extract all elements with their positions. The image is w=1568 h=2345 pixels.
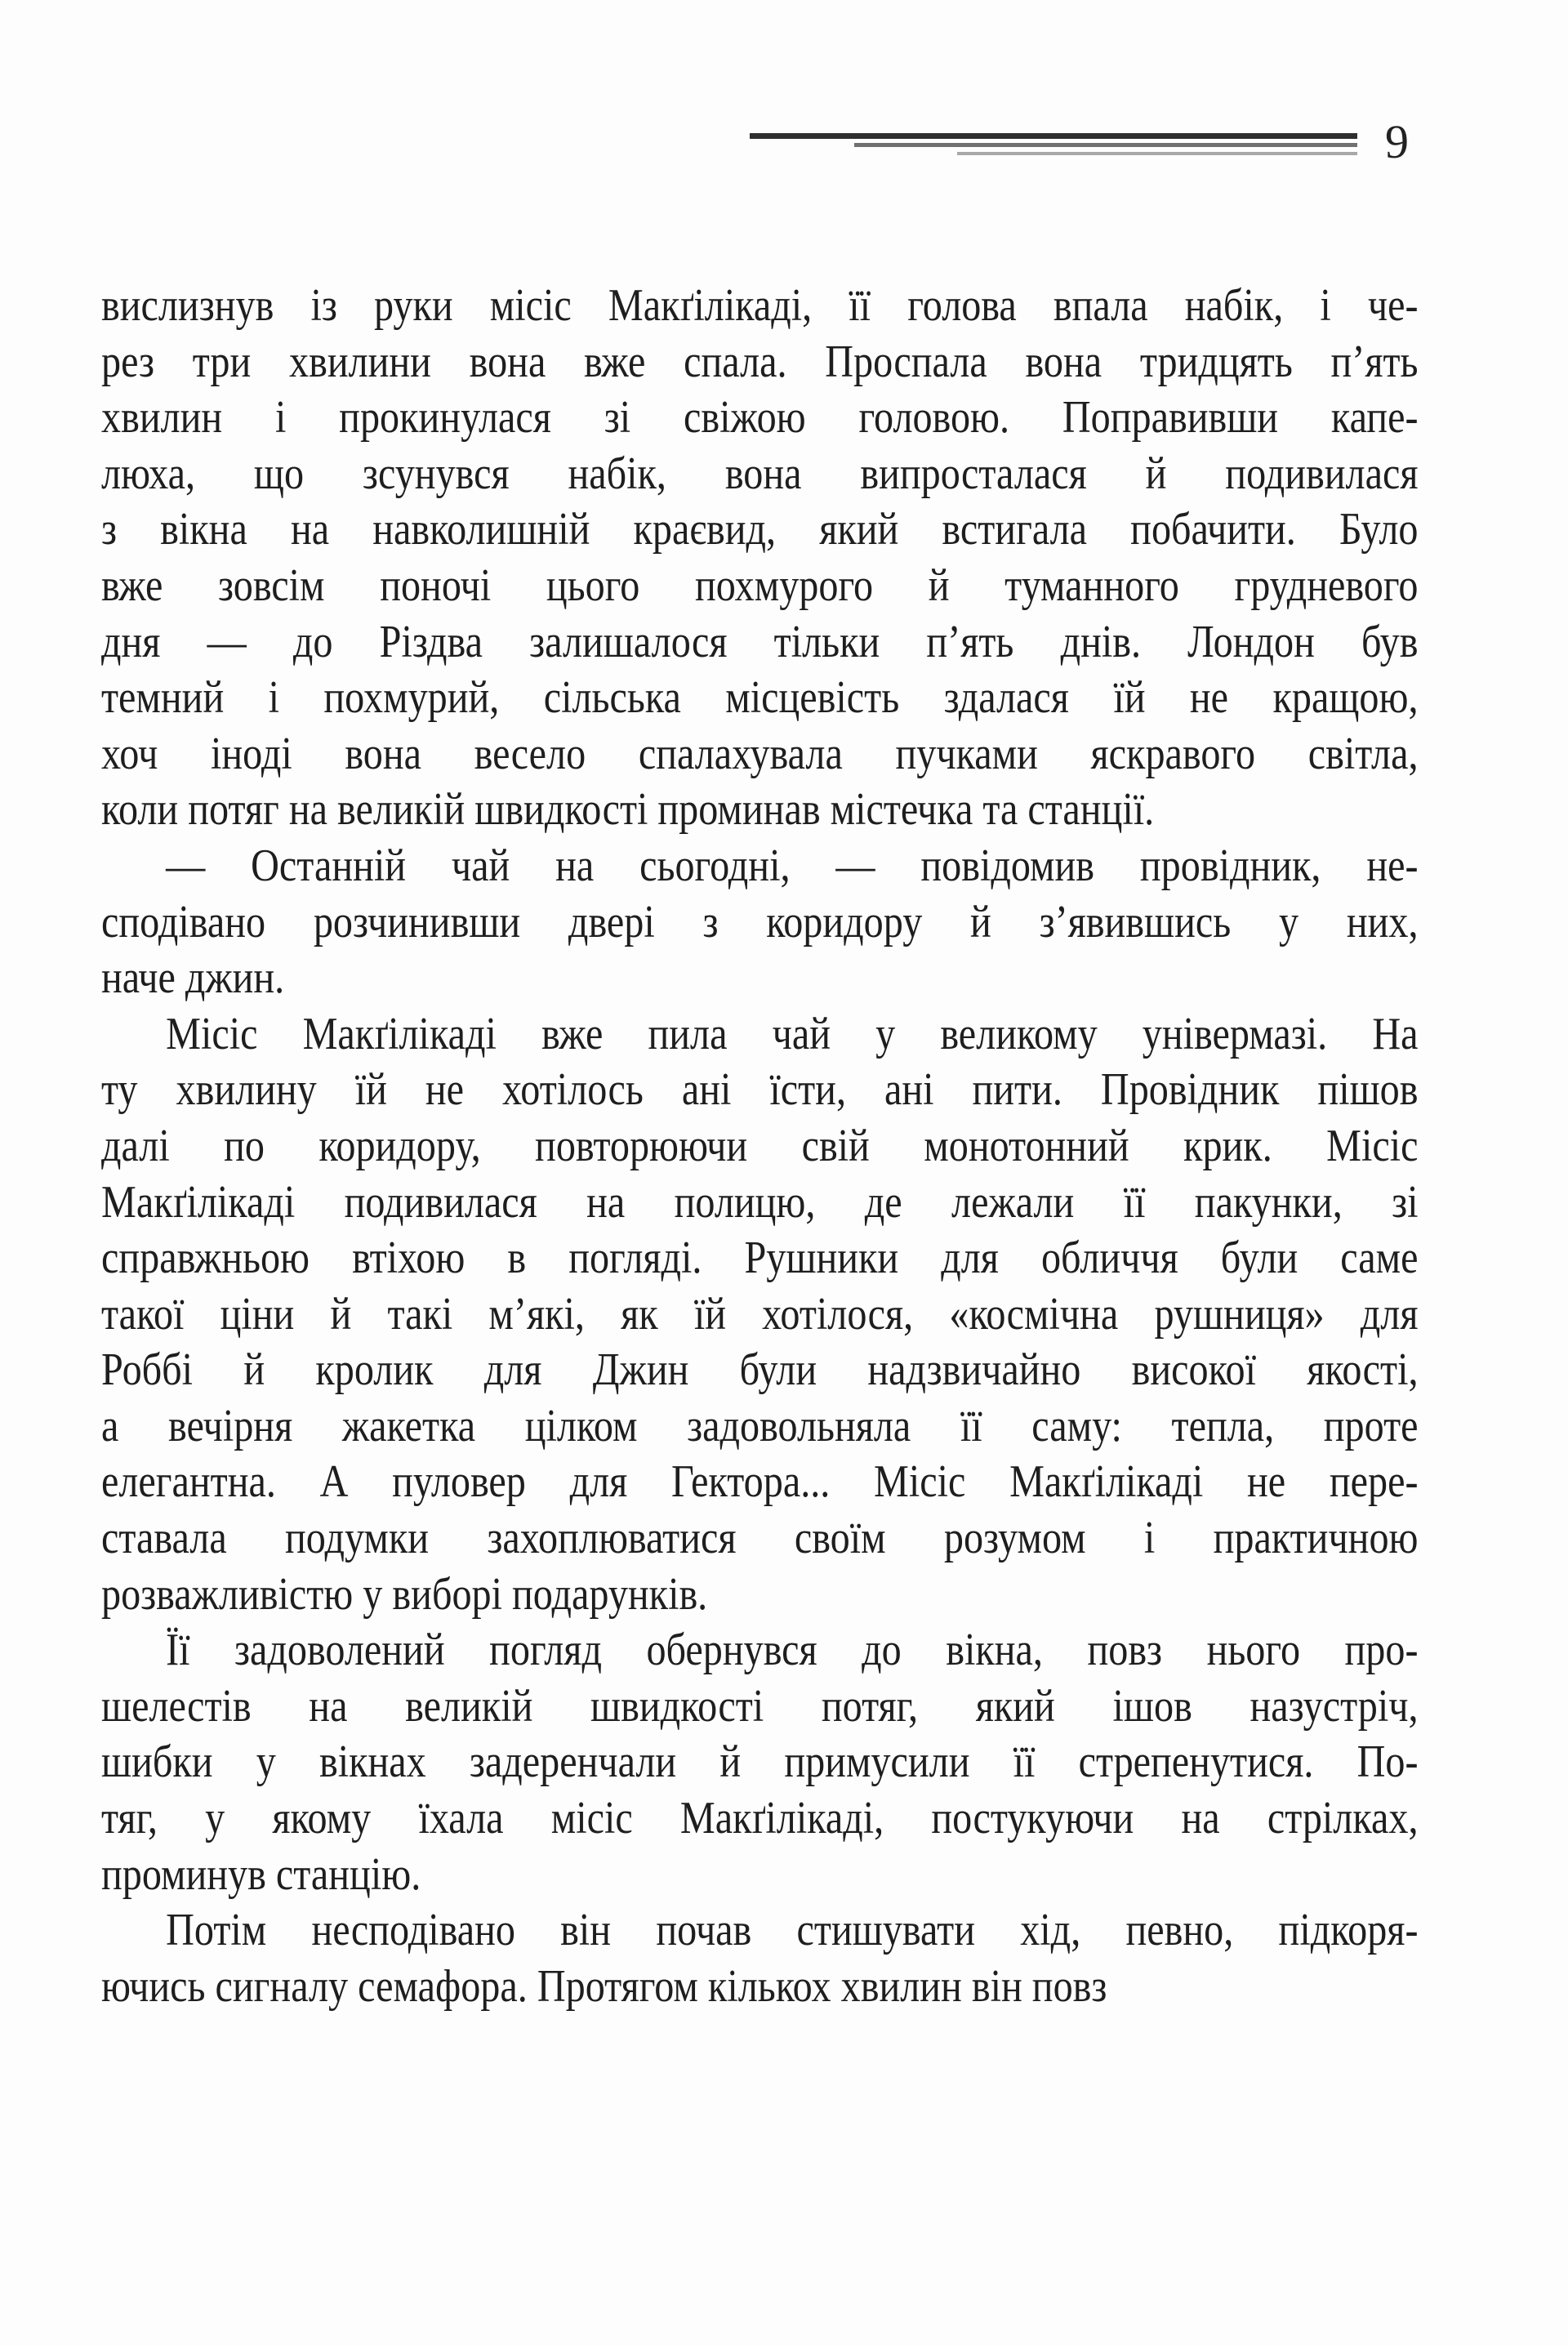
text-line: а вечірня жакетка цілком задовольняла її саму: тепла, проте (101, 1400, 1419, 1451)
text-line: розважливістю у виборі подарунків. (101, 1568, 708, 1620)
header-decorative-rules (750, 133, 1357, 158)
text-line: вже зовсім поночі цього похмурого й туманного грудневого (101, 560, 1419, 611)
text-line: шелестів на великій швидкості потяг, який ішов назустріч, (101, 1680, 1419, 1732)
text-line: шибки у вікнах задеренчали й примусили її стрепенутися. По- (101, 1736, 1419, 1788)
paragraph (101, 278, 1419, 838)
text-line: люха, що зсунувся набік, вона випросталася й подивилася (101, 448, 1419, 499)
rule-line (750, 133, 1357, 139)
text-line: наче джин. (101, 952, 285, 1004)
text-line: хвилин і прокинулася зі свіжою головою. Поправивши капе- (101, 392, 1419, 444)
text-line: далі по коридору, повторюючи свій монотонний крик. Місіс (101, 1120, 1419, 1171)
text-line: сподівано розчинивши двері з коридору й з’явившись у них, (101, 896, 1419, 947)
paragraph (101, 838, 1419, 1006)
text-line: рез три хвилини вона вже спала. Проспала вона тридцять п’ять (101, 336, 1419, 387)
text-line: справжньою втіхою в погляді. Рушники для обличчя були саме (101, 1233, 1419, 1284)
rule-line (854, 143, 1357, 147)
body-text (101, 278, 1419, 2014)
text-line: Макґілікаді подивилася на полицю, де лежали її пакунки, зі (101, 1176, 1419, 1228)
text-line: вислизнув із руки місіс Макґілікаді, її голова впала набік, і че- (101, 280, 1419, 331)
page-number: 9 (1385, 115, 1409, 168)
text-line: коли потяг на великій швидкості проминав містечка та станції. (101, 784, 1155, 836)
text-line: Роббі й кролик для Джин були надзвичайно високої якості, (101, 1344, 1419, 1396)
paragraph (101, 1006, 1419, 1623)
paragraph (101, 1622, 1419, 1902)
text-line: Її задоволений погляд обернувся до вікна, повз нього про- (166, 1625, 1419, 1676)
text-line: темний і похмурий, сільська місцевість здалася їй не кращою, (101, 672, 1419, 724)
text-line: Потім несподівано він почав стишувати хід, певно, підкоря- (166, 1905, 1419, 1956)
text-line: Місіс Макґілікаді вже пила чай у великому універмазі. На (166, 1008, 1419, 1059)
paragraph (101, 1902, 1419, 2014)
text-line: ючись сигналу семафора. Протягом кількох хвилин він повз (101, 1960, 1107, 2012)
text-line: тяг, у якому їхала місіс Макґілікаді, постукуючи на стрілках, (101, 1793, 1419, 1844)
text-line: хоч іноді вона весело спалахувала пучками яскравого світла, (101, 728, 1419, 779)
text-line: елегантна. А пуловер для Гектора... Місіс Макґілікаді не пере- (101, 1456, 1419, 1508)
text-line: ставала подумки захоплюватися своїм розумом і практичною (101, 1513, 1419, 1564)
text-line: проминув станцію. (101, 1848, 421, 1900)
text-line: ту хвилину їй не хотілось ані їсти, ані пити. Провідник пішов (101, 1064, 1419, 1116)
text-line: — Останній чай на сьогодні, — повідомив провідник, не- (166, 840, 1419, 891)
text-line: з вікна на навколишній краєвид, який встигала побачити. Було (101, 504, 1419, 555)
text-line: дня — до Різдва залишалося тільки п’ять днів. Лондон був (101, 616, 1419, 667)
text-line: такої ціни й такі м’які, як їй хотілося, «космічна рушниця» для (101, 1288, 1419, 1340)
rule-line (957, 152, 1357, 155)
